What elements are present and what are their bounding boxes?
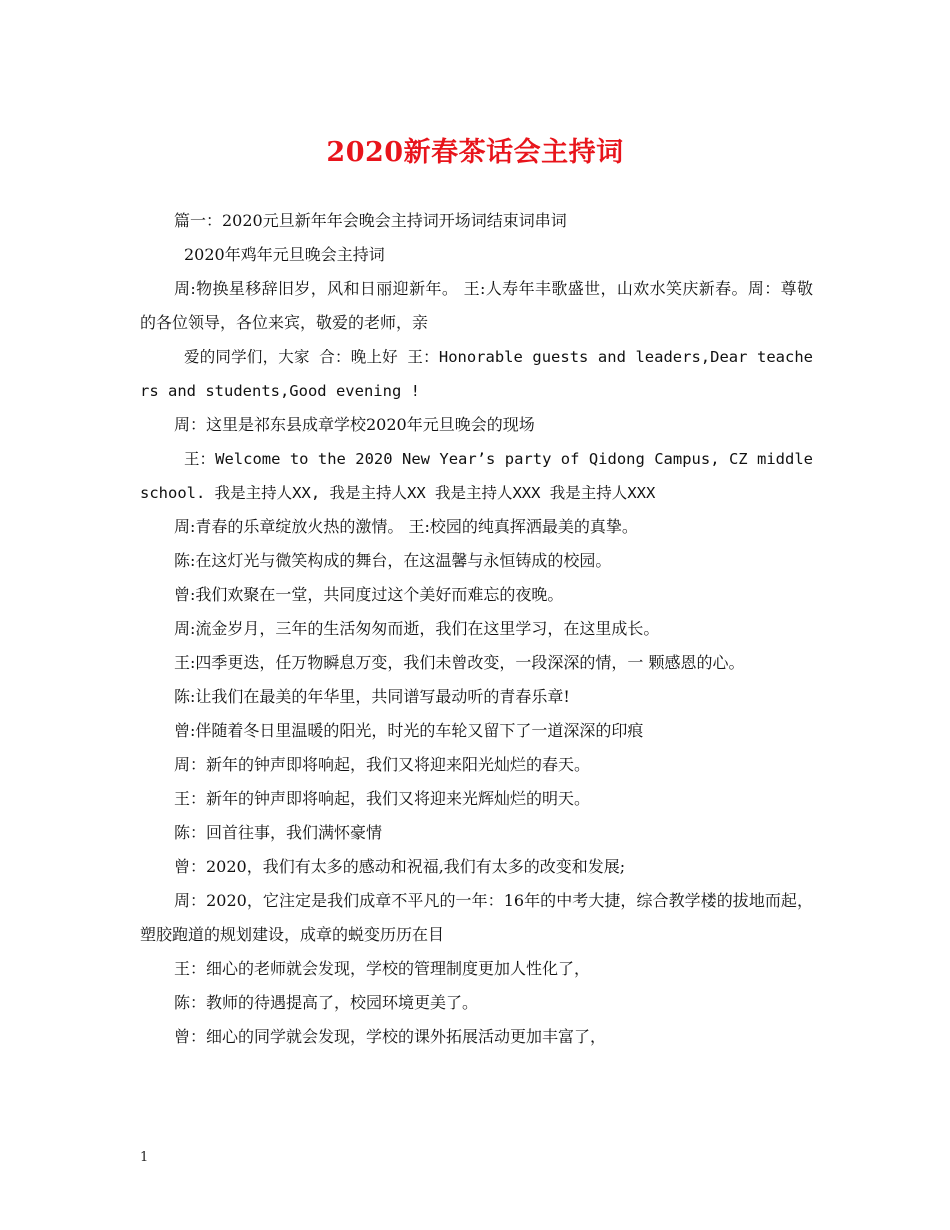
paragraph: 爱的同学们，大家 合：晚上好 王：Honorable guests and leaders,Dear teachers and students,Good evening ! xyxy=(140,348,813,400)
paragraph: 王：新年的钟声即将响起，我们又将迎来光辉灿烂的明天。 xyxy=(174,789,591,808)
document-body xyxy=(140,204,813,1054)
paragraph: 周:流金岁月，三年的生活匆匆而逝，我们在这里学习，在这里成长。 xyxy=(174,619,660,638)
paragraph: 2020年鸡年元旦晚会主持词 xyxy=(184,245,385,264)
paragraph: 曾:我们欢聚在一堂，共同度过这个美好而难忘的夜晚。 xyxy=(174,585,564,604)
page-number: 1 xyxy=(140,1150,149,1165)
paragraph: 周：这里是祁东县成章学校2020年元旦晚会的现场 xyxy=(174,415,535,434)
paragraph: 王：Welcome to the 2020 New Year’s party of Qidong Campus, CZ middle school. 我是主持人XX, 我是主持人XX 我是主持人XXX 我是主持人XXX xyxy=(140,450,813,502)
paragraph: 陈：回首往事，我们满怀豪情 xyxy=(174,823,383,842)
paragraph: 曾：2020，我们有太多的感动和祝福,我们有太多的改变和发展; xyxy=(174,857,626,876)
paragraph: 王:四季更迭，任万物瞬息万变，我们未曾改变，一段深深的情，一 颗感恩的心。 xyxy=(174,653,745,672)
paragraph: 周:物换星移辞旧岁，风和日丽迎新年。 王:人寿年丰歌盛世，山欢水笑庆新春。周：尊敬的各位领导，各位来宾，敬爱的老师，亲 xyxy=(140,279,813,332)
paragraph: 周：新年的钟声即将响起，我们又将迎来阳光灿烂的春天。 xyxy=(174,755,591,774)
paragraph: 周:青春的乐章绽放火热的激情。 王:校园的纯真挥洒最美的真挚。 xyxy=(174,517,638,536)
paragraph: 曾：细心的同学就会发现，学校的课外拓展活动更加丰富了， xyxy=(174,1027,607,1046)
paragraph: 陈:让我们在最美的年华里，共同谱写最动听的青春乐章! xyxy=(174,687,570,706)
paragraph: 陈：教师的待遇提高了，校园环境更美了。 xyxy=(174,993,479,1012)
paragraph: 陈:在这灯光与微笑构成的舞台，在这温馨与永恒铸成的校园。 xyxy=(174,551,612,570)
paragraph: 篇一：2020元旦新年年会晚会主持词开场词结束词串词 xyxy=(174,211,567,230)
document-title: 2020新春茶话会主持词 xyxy=(326,137,624,168)
paragraph: 周：2020，它注定是我们成章不平凡的一年：16年的中考大捷，综合教学楼的拔地而起，塑胶跑道的规划建设，成章的蜕变历历在目 xyxy=(140,891,813,944)
paragraph: 王：细心的老师就会发现，学校的管理制度更加人性化了， xyxy=(174,959,591,978)
paragraph: 曾:伴随着冬日里温暖的阳光，时光的车轮又留下了一道深深的印痕 xyxy=(174,721,644,740)
